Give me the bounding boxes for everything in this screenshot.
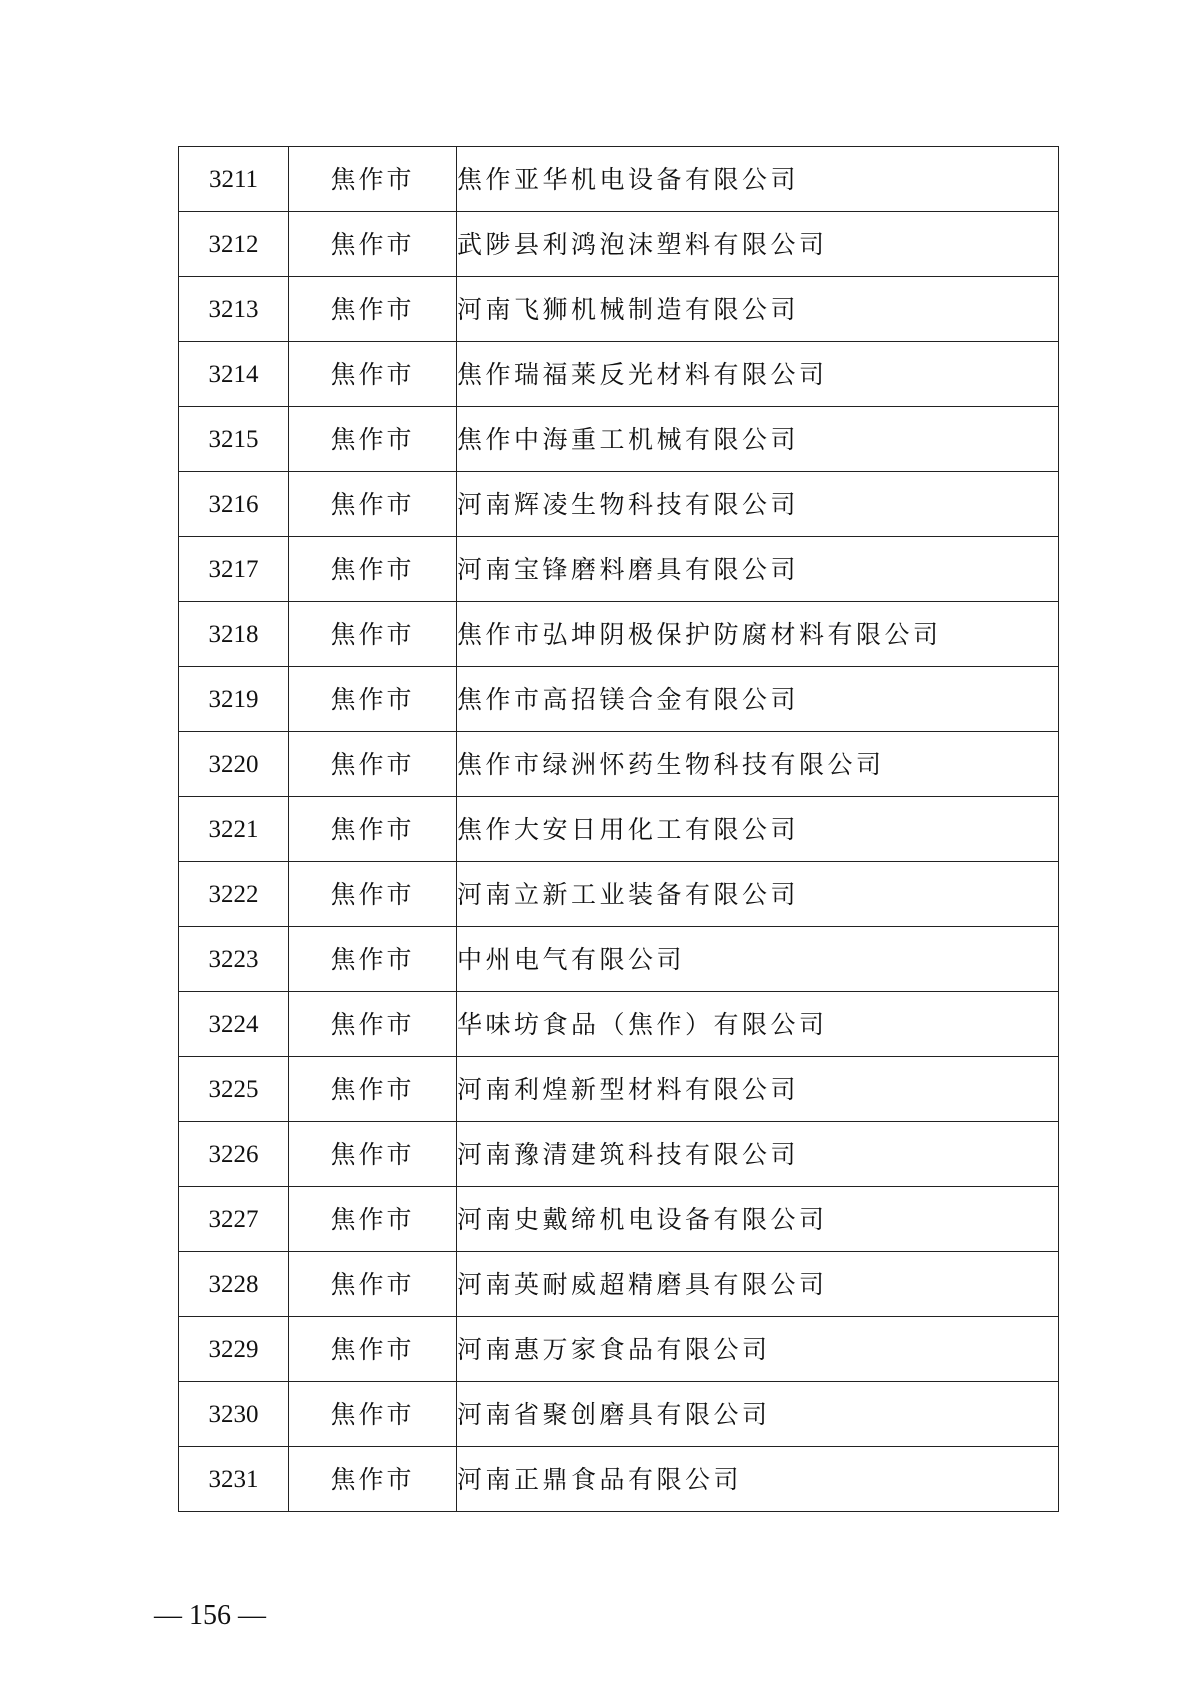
city-cell: 焦作市 [289, 927, 457, 992]
table-row [179, 1382, 1059, 1447]
city-cell: 焦作市 [289, 1187, 457, 1252]
city-cell: 焦作市 [289, 602, 457, 667]
city-cell: 焦作市 [289, 407, 457, 472]
row-number-cell: 3227 [179, 1187, 289, 1252]
table-row [179, 1317, 1059, 1382]
city-cell: 焦作市 [289, 732, 457, 797]
table-row [179, 277, 1059, 342]
row-number-cell: 3222 [179, 862, 289, 927]
city-cell: 焦作市 [289, 1122, 457, 1187]
city-cell: 焦作市 [289, 1382, 457, 1447]
table-row [179, 342, 1059, 407]
row-number-cell: 3212 [179, 212, 289, 277]
table-row [179, 667, 1059, 732]
row-number-cell: 3229 [179, 1317, 289, 1382]
row-number-cell: 3220 [179, 732, 289, 797]
city-cell: 焦作市 [289, 472, 457, 537]
company-name-cell: 河南史戴缔机电设备有限公司 [457, 1187, 1059, 1252]
company-name-cell: 焦作市弘坤阴极保护防腐材料有限公司 [457, 602, 1059, 667]
row-number-cell: 3211 [179, 147, 289, 212]
row-number-cell: 3213 [179, 277, 289, 342]
table-row [179, 862, 1059, 927]
row-number-cell: 3224 [179, 992, 289, 1057]
table-row [179, 147, 1059, 212]
row-number-cell: 3225 [179, 1057, 289, 1122]
city-cell: 焦作市 [289, 1317, 457, 1382]
company-name-cell: 河南飞狮机械制造有限公司 [457, 277, 1059, 342]
city-cell: 焦作市 [289, 277, 457, 342]
city-cell: 焦作市 [289, 1447, 457, 1512]
table-row [179, 992, 1059, 1057]
row-number-cell: 3228 [179, 1252, 289, 1317]
table-row [179, 537, 1059, 602]
row-number-cell: 3216 [179, 472, 289, 537]
company-name-cell: 焦作市绿洲怀药生物科技有限公司 [457, 732, 1059, 797]
table-row [179, 1187, 1059, 1252]
row-number-cell: 3217 [179, 537, 289, 602]
company-name-cell: 河南利煌新型材料有限公司 [457, 1057, 1059, 1122]
company-name-cell: 焦作中海重工机械有限公司 [457, 407, 1059, 472]
row-number-cell: 3230 [179, 1382, 289, 1447]
table-row [179, 1057, 1059, 1122]
company-name-cell: 焦作大安日用化工有限公司 [457, 797, 1059, 862]
company-name-cell: 河南英耐威超精磨具有限公司 [457, 1252, 1059, 1317]
city-cell: 焦作市 [289, 212, 457, 277]
company-name-cell: 武陟县利鸿泡沫塑料有限公司 [457, 212, 1059, 277]
row-number-cell: 3215 [179, 407, 289, 472]
company-name-cell: 河南宝锋磨料磨具有限公司 [457, 537, 1059, 602]
company-name-cell: 焦作市高招镁合金有限公司 [457, 667, 1059, 732]
table-row [179, 212, 1059, 277]
table-row [179, 472, 1059, 537]
table-row [179, 602, 1059, 667]
company-name-cell: 河南辉凌生物科技有限公司 [457, 472, 1059, 537]
row-number-cell: 3219 [179, 667, 289, 732]
company-name-cell: 河南豫清建筑科技有限公司 [457, 1122, 1059, 1187]
city-cell: 焦作市 [289, 667, 457, 732]
company-name-cell: 河南正鼎食品有限公司 [457, 1447, 1059, 1512]
table-row [179, 732, 1059, 797]
row-number-cell: 3214 [179, 342, 289, 407]
company-table [178, 146, 1059, 1512]
company-name-cell: 河南省聚创磨具有限公司 [457, 1382, 1059, 1447]
row-number-cell: 3231 [179, 1447, 289, 1512]
city-cell: 焦作市 [289, 537, 457, 602]
company-name-cell: 河南立新工业装备有限公司 [457, 862, 1059, 927]
company-name-cell: 焦作亚华机电设备有限公司 [457, 147, 1059, 212]
company-name-cell: 中州电气有限公司 [457, 927, 1059, 992]
company-name-cell: 河南惠万家食品有限公司 [457, 1317, 1059, 1382]
table-row [179, 1252, 1059, 1317]
company-name-cell: 焦作瑞福莱反光材料有限公司 [457, 342, 1059, 407]
city-cell: 焦作市 [289, 797, 457, 862]
table-row [179, 1122, 1059, 1187]
row-number-cell: 3218 [179, 602, 289, 667]
company-table-body [179, 147, 1059, 1512]
city-cell: 焦作市 [289, 147, 457, 212]
city-cell: 焦作市 [289, 342, 457, 407]
table-row [179, 927, 1059, 992]
table-row [179, 407, 1059, 472]
row-number-cell: 3223 [179, 927, 289, 992]
table-row [179, 1447, 1059, 1512]
city-cell: 焦作市 [289, 1057, 457, 1122]
table-row [179, 797, 1059, 862]
city-cell: 焦作市 [289, 862, 457, 927]
row-number-cell: 3226 [179, 1122, 289, 1187]
row-number-cell: 3221 [179, 797, 289, 862]
city-cell: 焦作市 [289, 1252, 457, 1317]
company-name-cell: 华味坊食品（焦作）有限公司 [457, 992, 1059, 1057]
city-cell: 焦作市 [289, 992, 457, 1057]
page-number: — 156 — [154, 1600, 266, 1631]
